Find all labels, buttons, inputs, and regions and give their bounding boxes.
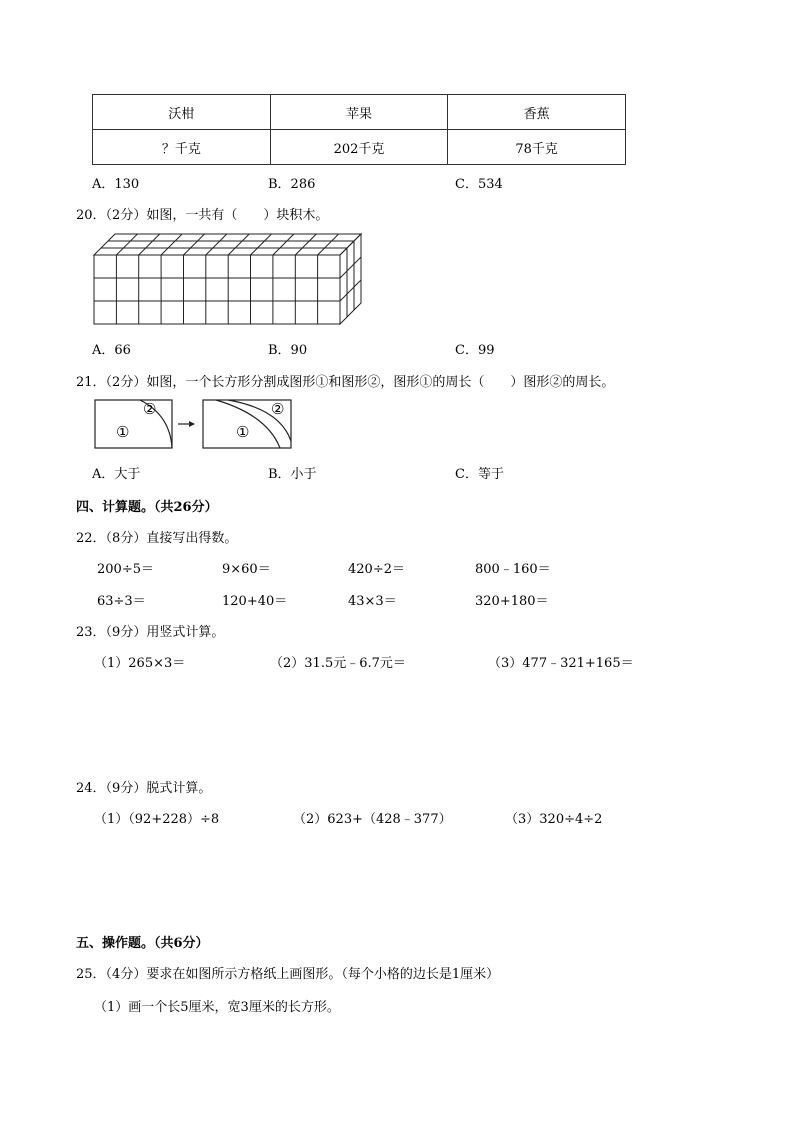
q25-stem: 25．（4分）要求在如图所示方格纸上画图形。（每个小格的边长是1厘米）	[76, 967, 500, 982]
q24-item: （1）（92+228）÷8	[94, 812, 220, 827]
section4-title: 四、计算题。（共26分）	[76, 500, 218, 515]
q21-stem: 21．（2分）如图，一个长方形分割成图形①和图形②，图形①的周长（ ）图形②的周长。	[76, 375, 615, 390]
table-cell: 78千克	[448, 130, 626, 165]
table-header-cell: 香蕉	[448, 95, 626, 130]
fig-label-2b: ②	[271, 400, 285, 418]
blocks-figure	[90, 230, 370, 328]
q22-item: 120+40＝	[222, 594, 288, 609]
q19-option-a[interactable]: A．130	[92, 177, 140, 192]
q24-item: （3）320÷4÷2	[505, 812, 603, 827]
q22-item: 320+180＝	[475, 594, 549, 609]
q23-item: （2）31.5元﹣6.7元＝	[270, 656, 406, 671]
q22-item: 63÷3＝	[97, 594, 146, 609]
table-cell: ？千克	[93, 130, 271, 165]
q20-option-c[interactable]: C．99	[455, 343, 495, 358]
q20-option-a[interactable]: A．66	[92, 343, 131, 358]
fruit-weight-table	[92, 94, 626, 165]
table-row	[93, 130, 626, 165]
section5-title: 五、操作题。（共6分）	[76, 936, 209, 951]
q22-item: 800﹣160＝	[475, 562, 551, 577]
q19-option-c[interactable]: C．534	[455, 177, 503, 192]
fig-label-1a: ①	[116, 423, 130, 441]
q22-item: 200÷5＝	[97, 562, 154, 577]
table-header-cell: 沃柑	[93, 95, 271, 130]
q22-item: 43×3＝	[348, 594, 397, 609]
table-header-cell: 苹果	[270, 95, 448, 130]
table-row	[93, 95, 626, 130]
q22-stem: 22．（8分）直接写出得数。	[76, 531, 238, 546]
q22-item: 420÷2＝	[348, 562, 405, 577]
q25-sub1: （1）画一个长5厘米，宽3厘米的长方形。	[94, 1000, 340, 1015]
q21-option-c[interactable]: C．等于	[455, 467, 504, 482]
q21-option-a[interactable]: A．大于	[92, 467, 141, 482]
q23-item: （3）477﹣321+165＝	[488, 656, 634, 671]
q24-stem: 24．（9分）脱式计算。	[76, 781, 212, 796]
q23-stem: 23．（9分）用竖式计算。	[76, 625, 225, 640]
q23-item: （1）265×3＝	[94, 656, 186, 671]
fig-label-2a: ②	[143, 400, 157, 418]
fig-label-1b: ①	[236, 423, 250, 441]
q20-stem: 20．（2分）如图，一共有（ ）块积木。	[76, 208, 329, 223]
q22-item: 9×60＝	[222, 562, 271, 577]
table-cell: 202千克	[270, 130, 448, 165]
q21-option-b[interactable]: B．小于	[268, 467, 317, 482]
q19-option-b[interactable]: B．286	[268, 177, 316, 192]
q24-item: （2）623+（428﹣377）	[293, 812, 452, 827]
q20-option-b[interactable]: B．90	[268, 343, 308, 358]
